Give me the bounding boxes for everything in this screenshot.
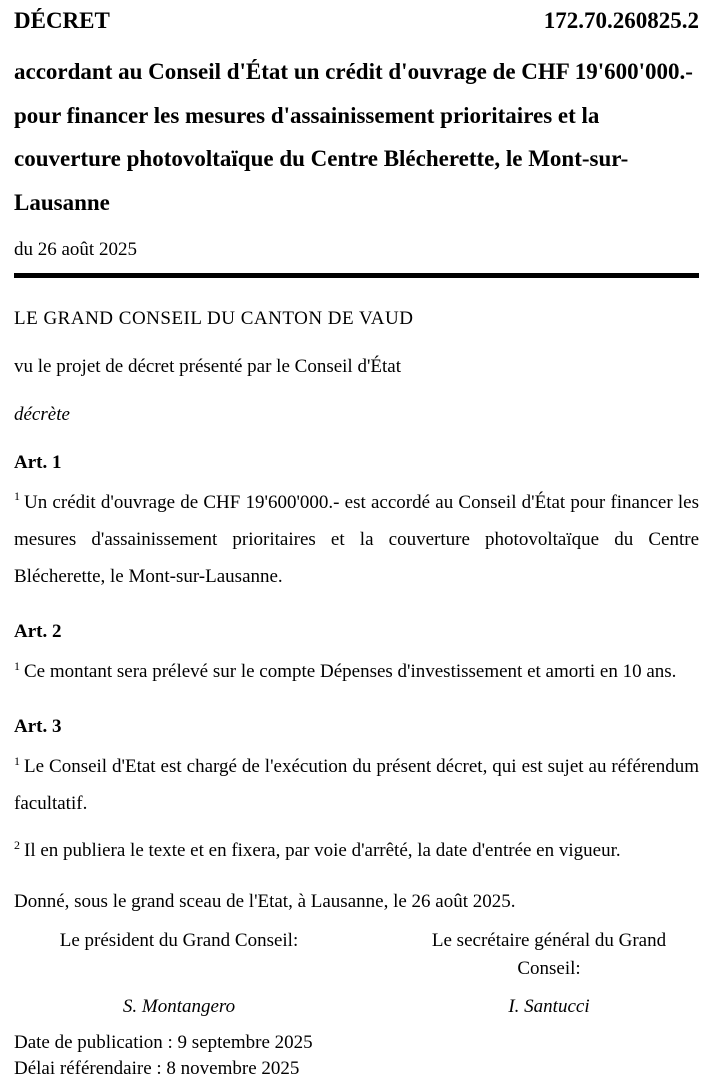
article-2-heading: Art. 2 xyxy=(14,620,62,642)
signature-name: S. Montangero xyxy=(122,996,236,1018)
enacts-word: décrète xyxy=(14,403,70,425)
considering-line: vu le projet de décret présenté par le Conseil d'État xyxy=(14,355,401,377)
article-3-paragraph-2 xyxy=(14,832,699,869)
signature-role: Le secrétaire général du Grand Conseil: xyxy=(431,930,667,979)
article-3-heading: Art. 3 xyxy=(14,715,62,737)
separator-rule xyxy=(14,273,699,278)
article-3-paragraph-1 xyxy=(14,748,699,822)
paragraph-marker: 1 xyxy=(14,753,20,768)
doc-number: 172.70.260825.2 xyxy=(543,8,699,33)
given-line: Donné, sous le grand sceau de l'Etat, à Lausanne, le 26 août 2025. xyxy=(14,891,516,913)
paragraph-text: Un crédit d'ouvrage de CHF 19'600'000.- est accordé au Conseil d'État pour financer les mesures d'assainissement prioritaires et la couverture photovoltaïque du Centre Blécherette, le Mont-sur-Lausanne. xyxy=(14,491,699,587)
paragraph-text: Il en publiera le texte et en fixera, par voie d'arrêté, la date d'entrée en vigueur. xyxy=(24,840,621,862)
paragraph-text: Ce montant sera prélevé sur le compte Dépenses d'investissement et amorti en 10 ans. xyxy=(24,660,677,682)
referendum-deadline-line: Délai référendaire : 8 novembre 2025 xyxy=(14,1058,300,1080)
signature-role: Le président du Grand Conseil: xyxy=(59,930,299,952)
signature-president xyxy=(14,927,344,1018)
publication-date-line: Date de publication : 9 septembre 2025 xyxy=(14,1032,313,1054)
signature-block xyxy=(14,927,699,1018)
signature-name: I. Santucci xyxy=(508,996,590,1018)
document-header xyxy=(14,8,699,34)
article-1-paragraph-1 xyxy=(14,484,699,595)
paragraph-text: Le Conseil d'Etat est chargé de l'exécution du présent décret, qui est sujet au référendum facultatif. xyxy=(14,755,699,814)
doc-title: accordant au Conseil d'État un crédit d'ouvrage de CHF 19'600'000.- pour financer les mesures d'assainissement prioritaires et la couverture photovoltaïque du Centre Blécherette, le Mont-sur-Lausanne xyxy=(14,59,693,216)
signature-secretary xyxy=(399,927,699,1018)
article-2-paragraph-1 xyxy=(14,653,699,690)
paragraph-marker: 1 xyxy=(14,489,20,504)
paragraph-marker: 2 xyxy=(14,837,20,852)
paragraph-marker: 1 xyxy=(14,658,20,673)
doc-date: du 26 août 2025 xyxy=(14,238,137,260)
doc-type: DÉCRET xyxy=(14,8,110,33)
authority-line: LE GRAND CONSEIL DU CANTON DE VAUD xyxy=(14,307,414,329)
article-1-heading: Art. 1 xyxy=(14,451,62,473)
